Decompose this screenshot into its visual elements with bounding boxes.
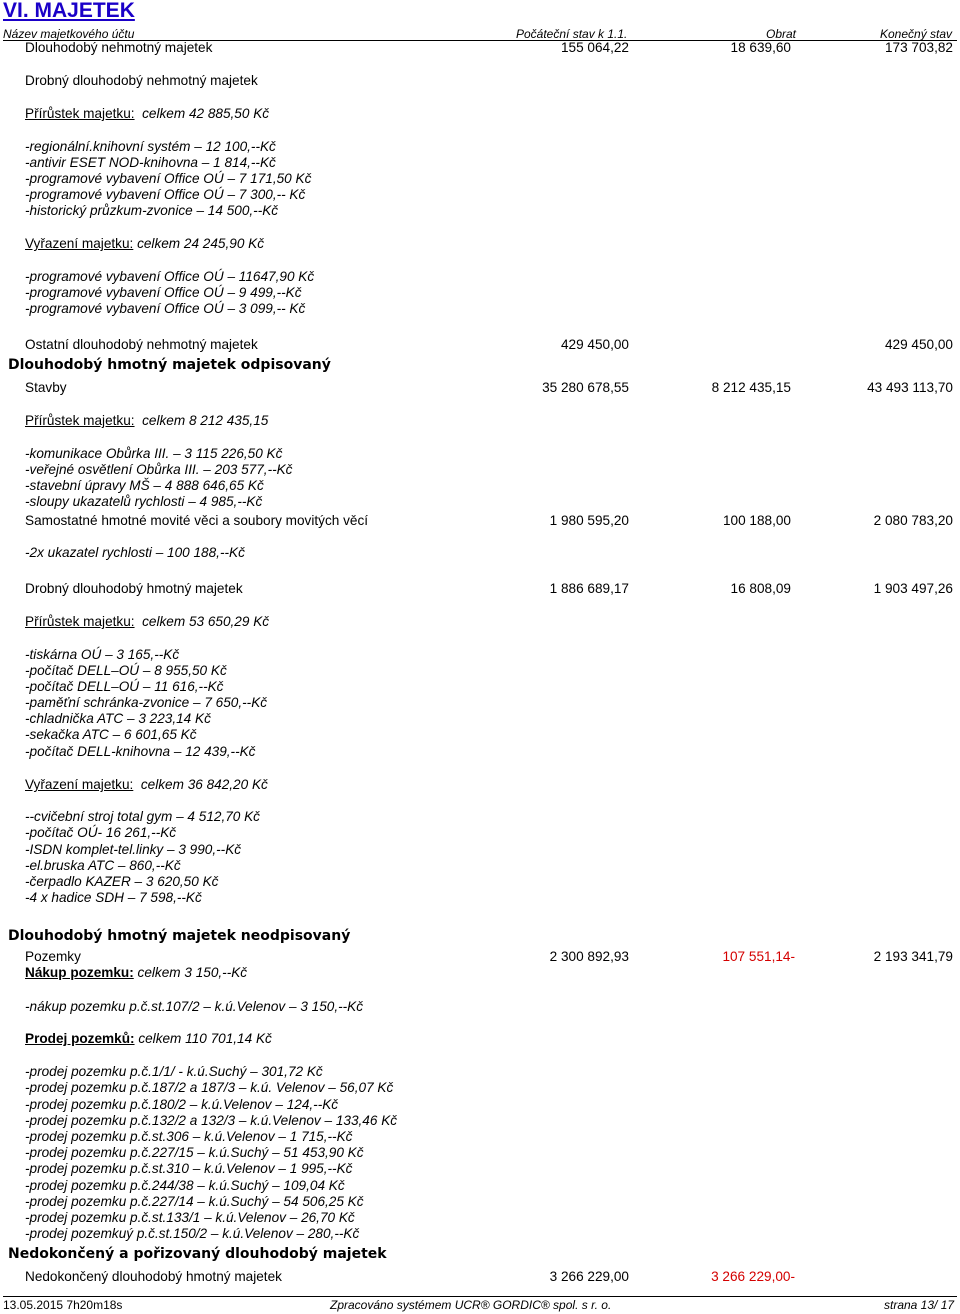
- row-turnover: 8 212 435,15: [711, 380, 791, 395]
- footer-system: Zpracováno systémem UCR® GORDIC® spol. s r. o.: [330, 1298, 612, 1312]
- sale-total: celkem 110 701,14 Kč: [138, 1031, 272, 1046]
- footer-date: 13.05.2015 7h20m18s: [3, 1298, 123, 1312]
- row-name: Pozemky: [25, 949, 81, 964]
- row-turnover: 16 808,09: [730, 581, 791, 596]
- col-header-end: Konečný stav: [880, 27, 953, 41]
- section-heading: Nedokončený a pořizovaný dlouhodobý majetek: [8, 1246, 387, 1262]
- row-turnover: 100 188,00: [722, 513, 791, 528]
- sale-label: Prodej pozemků:: [25, 1031, 135, 1046]
- note-item: -el.bruska ATC – 860,--Kč: [25, 858, 181, 873]
- increase-total: celkem 8 212 435,15: [142, 413, 269, 428]
- note-item: -historický průzkum-zvonice – 14 500,--Kč: [25, 203, 279, 218]
- decrease-total: celkem 24 245,90 Kč: [137, 236, 265, 251]
- row-start: 2 300 892,93: [549, 949, 629, 964]
- increase-total: celkem 53 650,29 Kč: [142, 614, 270, 629]
- row-turnover: 107 551,14-: [722, 949, 795, 964]
- note-item: -regionální.knihovní systém – 12 100,--Kč: [25, 139, 276, 154]
- note-item: -tiskárna OÚ – 3 165,--Kč: [25, 647, 180, 662]
- col-header-start: Počáteční stav k 1.1.: [516, 27, 628, 41]
- note-item: -prodej pozemku p.č.132/2 a 132/3 – k.ú.Velenov – 133,46 Kč: [25, 1113, 398, 1128]
- note-item: -nákup pozemku p.č.st.107/2 – k.ú.Velenov – 3 150,--Kč: [25, 999, 364, 1014]
- decrease-line: [25, 237, 264, 251]
- note-item: -prodej pozemkuý p.č.st.150/2 – k.ú.Velenov – 280,--Kč: [25, 1226, 360, 1241]
- row-end: 173 703,82: [884, 40, 953, 55]
- row-end: 1 903 497,26: [873, 581, 953, 596]
- row-start: 1 886 689,17: [549, 581, 629, 596]
- note-item: -sekačka ATC – 6 601,65 Kč: [25, 727, 197, 742]
- row-name: Dlouhodobý nehmotný majetek: [25, 40, 213, 55]
- note-item: -programové vybavení Office OÚ – 9 499,--Kč: [25, 285, 302, 300]
- purchase-total: celkem 3 150,--Kč: [137, 965, 248, 980]
- increase-line: [25, 107, 269, 121]
- decrease-total: celkem 36 842,20 Kč: [140, 777, 268, 792]
- increase-label: Přírůstek majetku:: [25, 106, 135, 121]
- note-item: -chladnička ATC – 3 223,14 Kč: [25, 711, 211, 726]
- note-item: -komunikace Obůrka III. – 3 115 226,50 Kč: [25, 446, 283, 461]
- increase-line: [25, 615, 269, 629]
- row-end: 429 450,00: [884, 337, 953, 352]
- purchase-line: [25, 966, 247, 980]
- note-item: --cvičební stroj total gym – 4 512,70 Kč: [25, 809, 260, 824]
- section-heading: Dlouhodobý hmotný majetek neodpisovaný: [8, 928, 351, 944]
- increase-line: [25, 414, 268, 428]
- note-item: -prodej pozemku p.č.st.310 – k.ú.Velenov – 1 995,--Kč: [25, 1161, 353, 1176]
- section-heading: Dlouhodobý hmotný majetek odpisovaný: [8, 357, 331, 373]
- row-start: 429 450,00: [560, 337, 629, 352]
- subheading: Drobný dlouhodobý nehmotný majetek: [25, 73, 258, 88]
- note-item: -stavební úpravy MŠ – 4 888 646,65 Kč: [25, 478, 264, 493]
- note-item: -prodej pozemku p.č.227/14 – k.ú.Suchý – 54 506,25 Kč: [25, 1194, 364, 1209]
- note-item: -počítač DELL–OÚ – 11 616,--Kč: [25, 679, 224, 694]
- note-item: -prodej pozemku p.č.st.306 – k.ú.Velenov – 1 715,--Kč: [25, 1129, 353, 1144]
- row-start: 155 064,22: [560, 40, 629, 55]
- row-name: Samostatné hmotné movité věci a soubory movitých věcí: [25, 513, 369, 528]
- note-item: -programové vybavení Office OÚ – 3 099,-- Kč: [25, 301, 306, 316]
- note-item: -počítač DELL-knihovna – 12 439,--Kč: [25, 744, 256, 759]
- row-name: Ostatní dlouhodobý nehmotný majetek: [25, 337, 258, 352]
- note-item: -programové vybavení Office OÚ – 7 300,-- Kč: [25, 187, 306, 202]
- note-item: -prodej pozemku p.č.1/1/ - k.ú.Suchý – 301,72 Kč: [25, 1064, 323, 1079]
- row-name: Nedokončený dlouhodobý hmotný majetek: [25, 1269, 282, 1284]
- row-start: 3 266 229,00: [549, 1269, 629, 1284]
- increase-label: Přírůstek majetku:: [25, 614, 135, 629]
- row-start: 1 980 595,20: [549, 513, 629, 528]
- footer-divider: [3, 1296, 957, 1297]
- row-start: 35 280 678,55: [542, 380, 629, 395]
- row-turnover: 3 266 229,00-: [711, 1269, 795, 1284]
- note-item: -počítač OÚ- 16 261,--Kč: [25, 825, 177, 840]
- note-item: -prodej pozemku p.č.187/2 a 187/3 – k.ú. Velenov – 56,07 Kč: [25, 1080, 394, 1095]
- note-item: -veřejné osvětlení Obůrka III. – 203 577,--Kč: [25, 462, 293, 477]
- row-end: 2 080 783,20: [873, 513, 953, 528]
- row-end: 2 193 341,79: [873, 949, 953, 964]
- decrease-line: [25, 778, 268, 792]
- row-turnover: 18 639,60: [730, 40, 791, 55]
- note-item: -čerpadlo KAZER – 3 620,50 Kč: [25, 874, 219, 889]
- note-item: -2x ukazatel rychlosti – 100 188,--Kč: [25, 545, 245, 560]
- footer-page: strana 13/ 17: [884, 1298, 955, 1312]
- col-header-name: Název majetkového účtu: [3, 27, 135, 41]
- note-item: -programové vybavení Office OÚ – 11647,90 Kč: [25, 269, 315, 284]
- row-name: Stavby: [25, 380, 67, 395]
- row-end: 43 493 113,70: [867, 380, 953, 395]
- note-item: -ISDN komplet-tel.linky – 3 990,--Kč: [25, 842, 242, 857]
- note-item: -programové vybavení Office OÚ – 7 171,50 Kč: [25, 171, 312, 186]
- note-item: -počítač DELL–OÚ – 8 955,50 Kč: [25, 663, 227, 678]
- page-title: VI. MAJETEK: [3, 0, 135, 22]
- note-item: -prodej pozemku p.č.st.133/1 – k.ú.Velenov – 26,70 Kč: [25, 1210, 355, 1225]
- note-item: -sloupy ukazatelů rychlosti – 4 985,--Kč: [25, 494, 263, 509]
- decrease-label: Vyřazení majetku:: [25, 777, 134, 792]
- row-name: Drobný dlouhodobý hmotný majetek: [25, 581, 243, 596]
- increase-total: celkem 42 885,50 Kč: [142, 106, 270, 121]
- decrease-label: Vyřazení majetku:: [25, 236, 134, 251]
- note-item: -paměťní schránka-zvonice – 7 650,--Kč: [25, 695, 268, 710]
- col-header-turnover: Obrat: [766, 27, 797, 41]
- note-item: -4 x hadice SDH – 7 598,--Kč: [25, 890, 202, 905]
- note-item: -prodej pozemku p.č.227/15 – k.ú.Suchý – 51 453,90 Kč: [25, 1145, 364, 1160]
- note-item: -antivir ESET NOD-knihovna – 1 814,--Kč: [25, 155, 276, 170]
- sale-line: [25, 1032, 272, 1046]
- purchase-label: Nákup pozemku:: [25, 965, 134, 980]
- increase-label: Přírůstek majetku:: [25, 413, 135, 428]
- note-item: -prodej pozemku p.č.180/2 – k.ú.Velenov – 124,--Kč: [25, 1097, 339, 1112]
- note-item: -prodej pozemku p.č.244/38 – k.ú.Suchý – 109,04 Kč: [25, 1178, 345, 1193]
